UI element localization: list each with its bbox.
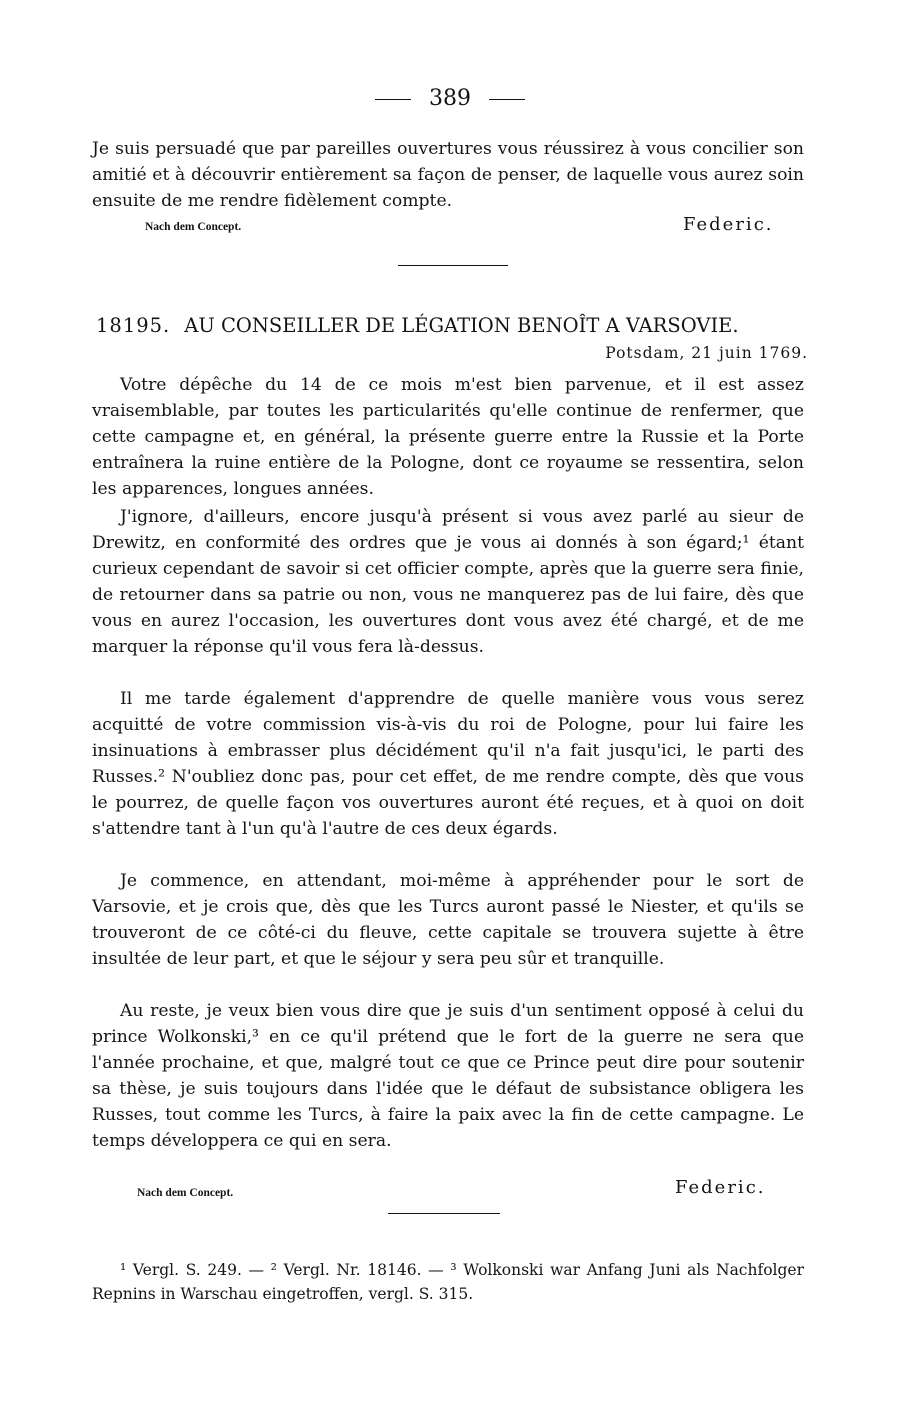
letter-paragraph: J'ignore, d'ailleurs, encore jusqu'à présent si vous avez parlé au sieur de Drewitz, en conformité des ordres que je vous ai donnés à son égard;¹ étant curieux cependant de savoir si cet officier compte, après que la guerre sera finie, de retourner dans sa patrie ou non, vous ne manquerez pas de lui faire, dès que vous en aurez l'occasion, les ouvertures dont vous avez été chargé, et de me marquer la réponse qu'il vous fera là-dessus. xyxy=(92,507,804,657)
letter-paragraph: Il me tarde également d'apprendre de quelle manière vous vous serez acquitté de votre commission vis-à-vis du roi de Pologne, pour lui faire les insinuations à embrasser plus décidément qu'il n'a fait jusqu'ici, le parti des Russes.² N'oubliez donc pas, pour cet effet, de me rendre compte, dès que vous le pourrez, de quelle façon vos ouvertures auront été reçues, et à quoi on doit s'attendre tant à l'un qu'à l'autre de ces deux égards. xyxy=(92,689,804,839)
page-number: 389 xyxy=(429,86,471,111)
letter-title: AU CONSEILLER DE LÉGATION BENOÎT A VARSOVIE. xyxy=(184,314,739,337)
letter-heading xyxy=(96,312,808,340)
separator-rule xyxy=(388,1213,500,1214)
letter-paragraph: Au reste, je veux bien vous dire que je suis d'un sentiment opposé à celui du prince Wolkonski,³ en ce qu'il prétend que le fort de la guerre ne sera que l'année prochaine, et que, malgré tout ce que ce Prince peut dire pour soutenir sa thèse, je suis toujours dans l'idée que le défaut de subsistance obligera les Russes, tout comme les Turcs, à faire la paix avec la fin de cette campagne. Le temps développera ce qui en sera. xyxy=(92,1001,804,1151)
page-header xyxy=(0,84,900,114)
letter-number: 18195. xyxy=(96,314,171,337)
source-note: Nach dem Concept. xyxy=(137,1187,234,1199)
header-dash-right xyxy=(489,99,525,100)
letter-dateline: Potsdam, 21 juin 1769. xyxy=(605,344,808,362)
separator-rule xyxy=(398,265,508,266)
header-dash-left xyxy=(375,99,411,100)
signature: Federic. xyxy=(683,214,774,235)
footnotes: ¹ Vergl. S. 249. — ² Vergl. Nr. 18146. — ³ Wolkonski war Anfang Juni als Nachfolger Repnins in Warschau eingetroffen, vergl. S. 315. xyxy=(92,1261,804,1303)
letter-paragraph: Votre dépêche du 14 de ce mois m'est bien parvenue, et il est assez vraisemblable, par toutes les particularités qu'elle continue de renfermer, que cette campagne et, en général, la présente guerre entre la Russie et la Porte entraînera la ruine entière de la Pologne, dont ce royaume se ressentira, selon les apparences, longues années. xyxy=(92,375,804,499)
source-note: Nach dem Concept. xyxy=(145,221,242,233)
letter-paragraph: Je commence, en attendant, moi-même à appréhender pour le sort de Varsovie, et je crois que, dès que les Turcs auront passé le Niester, et qu'ils se trouveront de ce côté-ci du fleuve, cette capitale se trouvera sujette à être insultée de leur part, et que le séjour y sera peu sûr et tranquille. xyxy=(92,871,804,969)
continuation-paragraph: Je suis persuadé que par pareilles ouvertures vous réussirez à vous concilier son amitié et à découvrir entièrement sa façon de penser, de laquelle vous aurez soin ensuite de me rendre fidèlement compte. xyxy=(92,139,804,211)
signature: Federic. xyxy=(675,1177,766,1198)
